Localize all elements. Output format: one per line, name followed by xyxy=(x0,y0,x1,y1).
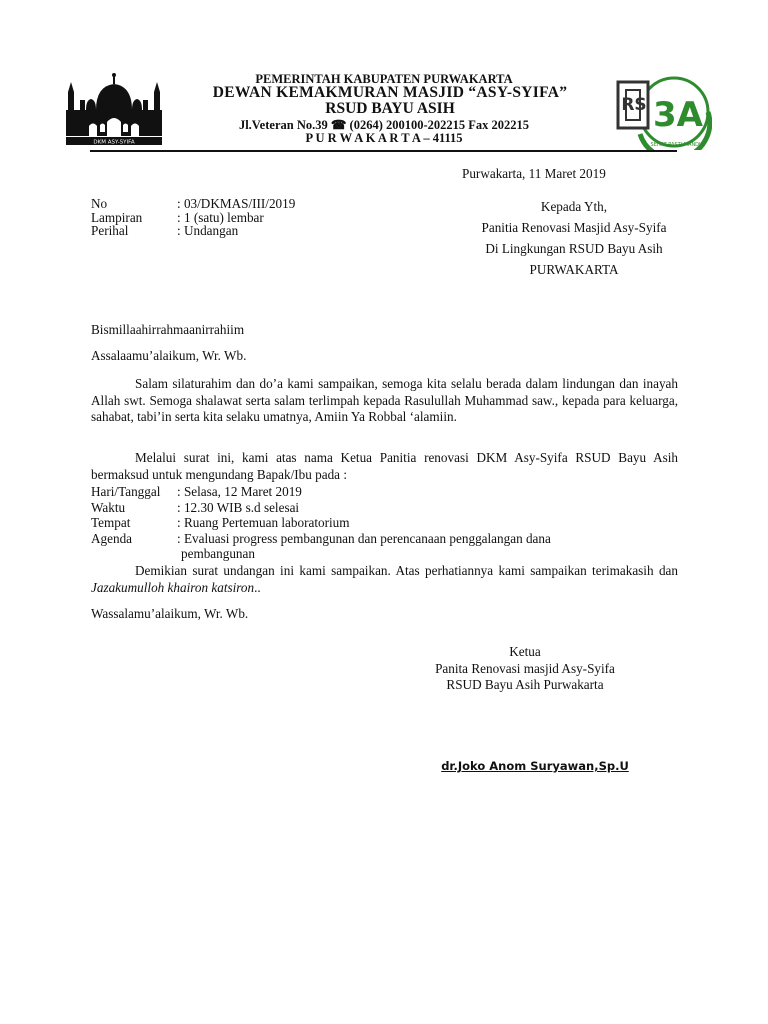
telephone-icon: ☎ xyxy=(330,118,347,132)
recipient-line-2: Panitia Renovasi Masjid Asy-Syifa xyxy=(481,220,667,235)
bismillah: Bismillaahirrahmaanirrahiim xyxy=(91,322,245,337)
closing-paragraph xyxy=(91,563,678,596)
closing-salam: Wassalamu’alaikum, Wr. Wb. xyxy=(91,606,249,621)
logo-rs-text: RS xyxy=(621,95,647,115)
header-line-3: RSUD BAYU ASIH xyxy=(325,100,455,117)
meta-lampiran-value: : 1 (satu) lembar xyxy=(177,210,264,225)
meta-perihal-label: Perihal xyxy=(91,223,129,238)
header-line-1: PEMERINTAH KABUPATEN PURWAKARTA xyxy=(255,72,513,86)
closing-end: .. xyxy=(254,579,261,595)
opening-salam: Assalaamu’alaikum, Wr. Wb. xyxy=(91,348,247,363)
meta-no-value: : 03/DKMAS/III/2019 xyxy=(177,196,296,211)
header-divider xyxy=(90,150,677,152)
event-date-value: : Selasa, 12 Maret 2019 xyxy=(177,484,302,499)
signature-org-2: RSUD Bayu Asih Purwakarta xyxy=(446,677,604,692)
event-agenda-value: : Evaluasi progress pembangunan dan perencanaan penggalangan dana xyxy=(177,531,551,546)
paragraph-1: Salam silaturahim dan do’a kami sampaikan, semoga kita selalu berada dalam lindungan dan inayah Allah swt. Semoga shalawat serta salam terlimpah kepada Rasulullah Muhammad saw., kepada para keluarga, sahabat, tabi’in serta kita selaku umatnya, Amiin Ya Robbal ‘alamiin. xyxy=(91,376,678,424)
recipient-block xyxy=(440,196,708,280)
closing-italic: Jazakumulloh khairon katsiron xyxy=(91,579,255,595)
header-city: P U R W A K A R T A – 41115 xyxy=(305,131,463,145)
header-line-2: DEWAN KEMAKMURAN MASJID “ASY-SYIFA” xyxy=(212,84,568,101)
address-street: Jl.Veteran No.39 xyxy=(238,118,328,132)
event-place-label: Tempat xyxy=(91,515,131,530)
letter-date: Purwakarta, 11 Maret 2019 xyxy=(462,166,606,181)
event-date-label: Hari/Tanggal xyxy=(91,484,161,499)
logo-caption: DKM ASY-SYIFA xyxy=(93,139,135,146)
signature-org: Panita Renovasi masjid Asy-Syifa xyxy=(435,660,615,676)
logo-numeral: 3A xyxy=(653,95,703,135)
event-agenda-label: Agenda xyxy=(91,531,133,546)
paragraph-2: Melalui surat ini, kami atas nama Ketua Panitia renovasi DKM Asy-Syifa RSUD Bayu Asih bermaksud untuk mengundang Bapak/Ibu pada : xyxy=(91,450,678,482)
recipient-line-4: PURWAKARTA xyxy=(529,262,619,277)
signatory-name: dr.Joko Anom Suryawan,Sp.U xyxy=(441,759,629,773)
logo-tagline: SEHAT PASTI MANDIRI xyxy=(650,142,706,148)
meta-perihal-value: : Undangan xyxy=(177,223,239,238)
event-agenda-cont: pembangunan xyxy=(181,546,255,561)
event-time-label: Waktu xyxy=(91,500,126,515)
recipient-line-1: Kepada Yth, xyxy=(540,199,608,214)
meta-no-label: No xyxy=(91,196,108,211)
closing-text: Demikian surat undangan ini kami sampaikan. Atas perhatiannya kami sampaikan terimakasih dan xyxy=(135,563,678,578)
signature-title: Ketua xyxy=(509,644,541,659)
address-phone: (0264) 200100-202215 Fax 202215 xyxy=(349,118,530,132)
event-place-value: : Ruang Pertemuan laboratorium xyxy=(177,515,350,530)
event-time-value: : 12.30 WIB s.d selesai xyxy=(177,500,300,515)
meta-lampiran-label: Lampiran xyxy=(91,210,143,225)
recipient-line-3: Di Lingkungan RSUD Bayu Asih xyxy=(485,241,663,256)
signature-block xyxy=(400,644,650,694)
